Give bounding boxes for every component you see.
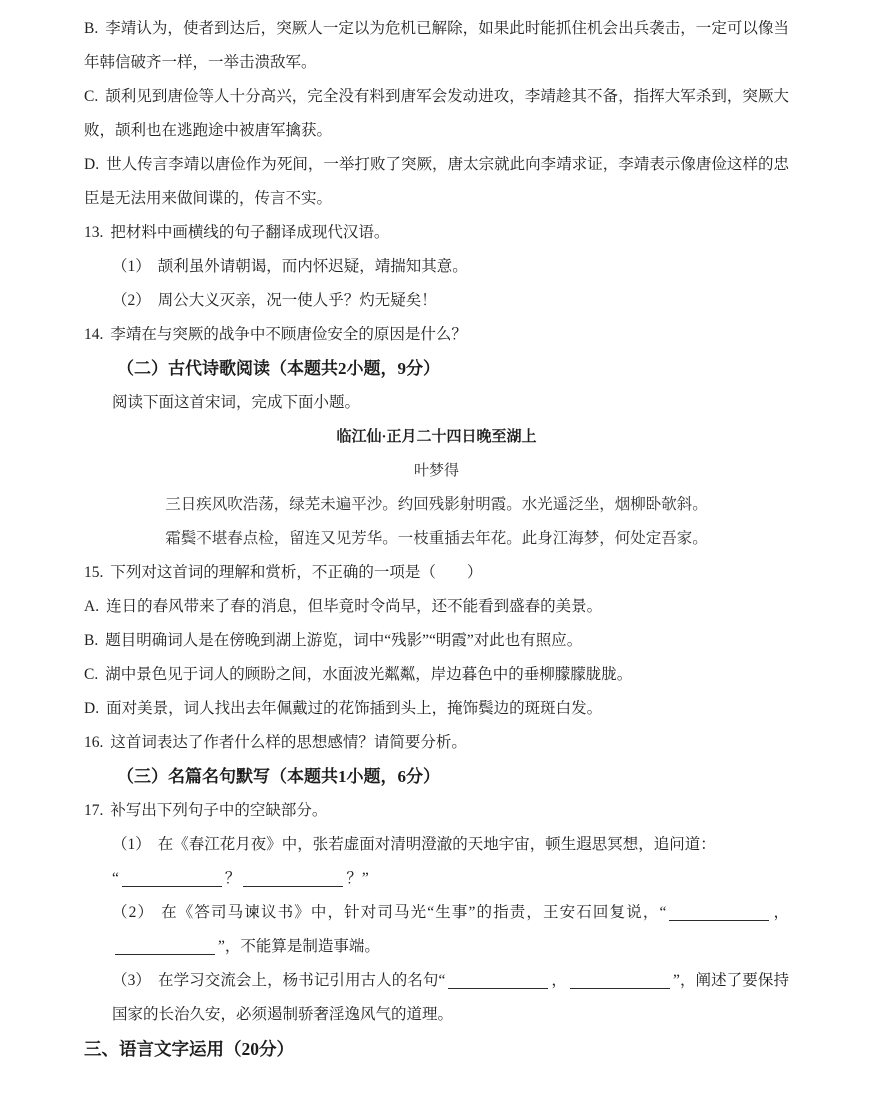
q15-option-b — [84, 624, 789, 658]
answer-blank — [115, 954, 215, 955]
q17-item-1-intro — [112, 828, 789, 862]
q15-option-d — [84, 692, 789, 726]
item-text: 周公大义灭亲，况一使人乎？灼无疑矣！ — [157, 292, 437, 309]
item-label: （1） — [112, 836, 151, 853]
item-text: ”，阐述了要保持国家的长治久安，必须遏制骄奢淫逸风气的道理。 — [112, 972, 789, 1023]
option-text: 李靖认为，使者到达后，突厥人一定以为危机已解除，如果此时能抓住机会出兵袭击，一定可以像当年韩信破齐一样，一举击溃敌军。 — [84, 20, 789, 71]
item-text: ”，不能算是制造事端。 — [218, 938, 380, 955]
question-text: 把材料中画横线的句子翻译成现代汉语。 — [110, 224, 390, 241]
question-text: 李靖在与突厥的战争中不顾唐俭安全的原因是什么？ — [110, 326, 467, 343]
question-text: 下列对这首词的理解和赏析，不正确的一项是（ ） — [110, 564, 483, 581]
quote-open: “ — [112, 870, 119, 887]
question-13-item-2 — [112, 284, 789, 318]
item-text: 在《春江花月夜》中，张若虚面对清明澄澈的天地宇宙，顿生遐思冥想，追问道： — [157, 836, 716, 853]
option-label: B. — [84, 20, 99, 37]
q17-item-2 — [112, 896, 789, 964]
option-text: 题目明确词人是在傍晚到湖上游览，词中“残影”“明霞”对此也有照应。 — [105, 632, 583, 649]
section-language-use-heading: 三、语言文字运用（20分） — [84, 1039, 294, 1059]
q17-item-3 — [112, 964, 789, 1032]
choice-option-d — [84, 148, 789, 216]
option-label: C. — [84, 88, 99, 105]
item-text: 颉利虽外请朝谒，而内怀迟疑，靖揣知其意。 — [157, 258, 468, 275]
item-label: （2） — [112, 292, 151, 309]
answer-blank — [122, 886, 222, 887]
separator: ， — [772, 904, 789, 921]
option-text: 湖中景色见于词人的顾盼之间，水面波光粼粼，岸边暮色中的垂柳朦朦胧胧。 — [105, 666, 633, 683]
q17-item-1-blanks — [112, 862, 789, 896]
section-3-heading: （三）名篇名句默写（本题共1小题，6分） — [117, 767, 440, 786]
question-text: 这首词表达了作者什么样的思想感情？请简要分析。 — [110, 734, 467, 751]
answer-blank — [669, 920, 769, 921]
answer-blank — [243, 886, 343, 887]
question-number: 13. — [84, 224, 104, 241]
separator: ？ — [224, 870, 241, 887]
item-text: 在学习交流会上，杨书记引用古人的名句“ — [158, 972, 446, 989]
poem-line-2: 霜鬓不堪春点检，留连又见芳华。一枝重插去年花。此身江海梦，何处定吾家。 — [165, 530, 708, 547]
choice-option-b — [84, 12, 789, 80]
question-13-item-1 — [112, 250, 789, 284]
option-label: D. — [84, 156, 100, 173]
question-15-stem — [84, 556, 789, 590]
option-text: 连日的春风带来了春的消息，但毕竟时令尚早，还不能看到盛春的美景。 — [106, 598, 603, 615]
poem-intro: 阅读下面这首宋词，完成下面小题。 — [112, 394, 361, 411]
option-text: 颉利见到唐俭等人十分高兴，完全没有料到唐军会发动进攻，李靖趁其不备，指挥大军杀到，突厥大败，颉利也在逃跑途中被唐军擒获。 — [84, 88, 789, 139]
quote-close: ？” — [346, 870, 369, 887]
poem-title: 临江仙·正月二十四日晚至湖上 — [336, 429, 537, 445]
item-label: （1） — [112, 258, 151, 275]
option-text: 世人传言李靖以唐俭作为死间，一举打败了突厥，唐太宗就此向李靖求证，李靖表示像唐俭这样的忠臣是无法用来做间谍的，传言不实。 — [84, 156, 789, 207]
question-number: 17. — [84, 802, 104, 819]
question-number: 15. — [84, 564, 104, 581]
section-2-heading: （二）古代诗歌阅读（本题共2小题，9分） — [117, 359, 440, 378]
question-17-stem — [84, 794, 789, 828]
poem-line-1: 三日疾风吹浩荡，绿芜未遍平沙。约回残影射明霞。水光遥泛坐，烟柳卧欹斜。 — [165, 496, 708, 513]
question-14-stem — [84, 318, 789, 352]
choice-option-c — [84, 80, 789, 148]
answer-blank — [448, 988, 548, 989]
answer-blank — [570, 988, 670, 989]
question-text: 补写出下列句子中的空缺部分。 — [110, 802, 328, 819]
item-text: 在《答司马谏议书》中，针对司马光“生事”的指责，王安石回复说，“ — [161, 904, 667, 921]
question-number: 14. — [84, 326, 104, 343]
separator: ， — [551, 972, 568, 989]
option-label: A. — [84, 598, 100, 615]
q15-option-c — [84, 658, 789, 692]
option-text: 面对美景，词人找出去年佩戴过的花饰插到头上，掩饰鬓边的斑斑白发。 — [106, 700, 603, 717]
question-16-stem — [84, 726, 789, 760]
question-number: 16. — [84, 734, 104, 751]
item-label: （2） — [112, 904, 155, 921]
option-label: B. — [84, 632, 99, 649]
item-label: （3） — [112, 972, 151, 989]
poem-author: 叶梦得 — [413, 463, 459, 479]
option-label: C. — [84, 666, 99, 683]
q15-option-a — [84, 590, 789, 624]
option-label: D. — [84, 700, 100, 717]
question-13-stem — [84, 216, 789, 250]
